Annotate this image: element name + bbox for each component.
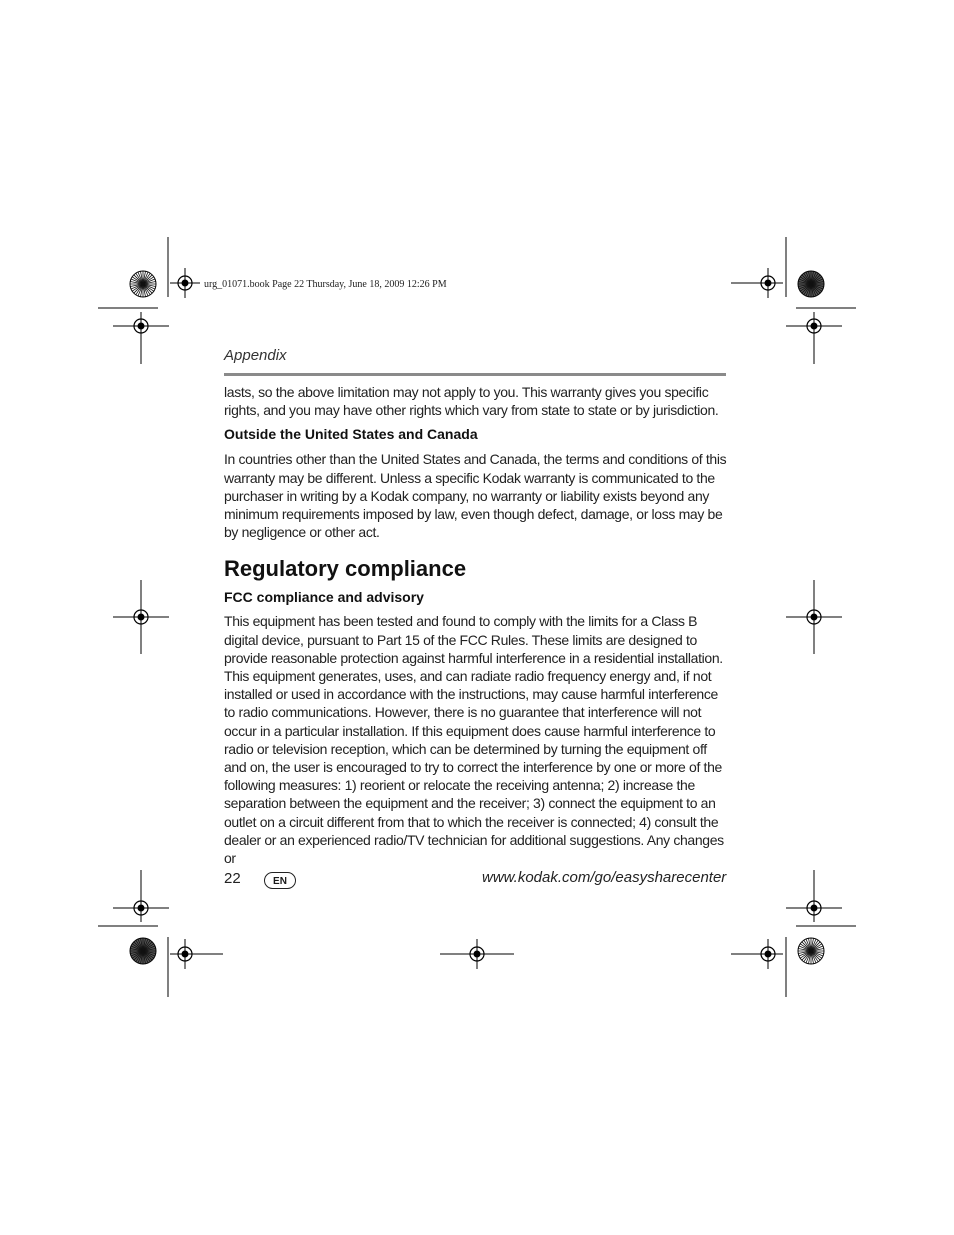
subheading-fcc: FCC compliance and advisory [224, 589, 424, 606]
footer-url: www.kodak.com/go/easysharecenter [482, 869, 727, 886]
page-number: 22 [224, 870, 241, 887]
body-paragraph: This equipment has been tested and found to comply with the limits for a Class B digital device, pursuant to Part 15 of the FCC Rules. These limits are designed to provide reasonable protection against harmful interference in a residential installation. This equipment generates, uses, and can radiate radio frequency energy and, if not installed or used in accordance with the instructions, may cause harmful interference to radio communications. However, there is no guarantee that interference will not occur in a particular installation. If this equipment does cause harmful interference to radio or television reception, which can be determined by turning the equipment off and on, the user is encouraged to try to correct the interference by one or more of the following measures: 1) reorient or relocate the receiving antenna; 2) increase the separation between the equipment and the receiver; 3) connect the equipment to an outlet on a circuit different from that to which the receiver is connected; 4) consult the dealer or an experienced radio/TV technician for additional suggestions. Any changes or [224, 613, 724, 867]
section-heading-regulatory: Regulatory compliance [224, 556, 467, 582]
body-paragraph: lasts, so the above limitation may not apply to you. This warranty gives you specific rights, and you may have other rights which vary from state to state or by jurisdiction. [224, 384, 719, 419]
header-rule [224, 373, 726, 376]
print-slug-line: urg_01071.book Page 22 Thursday, June 18, 2009 12:26 PM [204, 279, 447, 290]
subheading-outside-us-canada: Outside the United States and Canada [224, 426, 478, 443]
running-header-section: Appendix [224, 347, 287, 364]
page-body [224, 383, 728, 867]
body-paragraph: In countries other than the United States and Canada, the terms and conditions of this warranty may be different. Unless a specific Kodak warranty is communicated to the purchaser in writing by a Kodak company, no warranty or liability exists beyond any minimum requirements imposed by law, even though defect, damage, or loss may be by negligence or other act. [224, 451, 727, 541]
language-badge: EN [264, 872, 296, 889]
